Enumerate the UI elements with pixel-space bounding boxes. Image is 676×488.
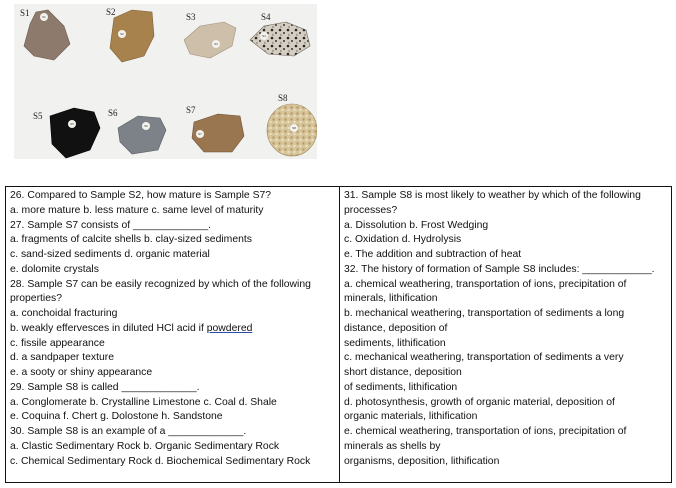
question-line: c. mechanical weathering, transportation of sediments a very [344, 352, 624, 364]
question-line: a. chemical weathering, transportation of ions, precipitation of [344, 278, 627, 290]
question-line: e. a sooty or shiny appearance [10, 367, 153, 378]
question-line: e. dolomite crystals [10, 263, 99, 275]
sample-tag: S8 [292, 126, 296, 130]
sample-tag: S1 [42, 15, 46, 19]
question-line: organisms, deposition, lithification [344, 455, 500, 467]
question-line: minerals as shells by [344, 440, 441, 452]
question-line: 30. Sample S8 is an example of a _____________. [10, 426, 247, 437]
spellcheck-underlined-word: powdered [206, 322, 253, 334]
question-line: e. chemical weathering, transportation of ions, precipitation of [344, 426, 627, 437]
sample-label: S1 [20, 8, 30, 18]
sample-tag: S5 [70, 122, 74, 126]
question-line: a. more mature b. less mature c. same level of maturity [10, 204, 264, 216]
question-line: 27. Sample S7 consists of _____________. [10, 219, 212, 231]
sample-label: S4 [261, 12, 271, 22]
questions-right-column [340, 187, 672, 483]
question-line: organic materials, lithification [344, 411, 478, 423]
question-line: 31. Sample S8 is most likely to weather by which of the following [344, 190, 641, 201]
question-line: a. Conglomerate b. Crystalline Limestone c. Coal d. Shale [10, 396, 277, 408]
sample-label: S3 [186, 12, 196, 22]
questions-table [5, 186, 672, 483]
question-line: c. fissile appearance [10, 337, 105, 349]
question-line: distance, deposition of [344, 322, 448, 334]
question-line: e. The addition and subtraction of heat [344, 249, 522, 260]
sample-label: S2 [106, 7, 116, 17]
question-line: a. Clastic Sedimentary Rock b. Organic Sedimentary Rock [10, 440, 280, 452]
question-line: sediments, lithification [344, 337, 446, 349]
question-line: a. fragments of calcite shells b. clay-sized sediments [10, 234, 252, 246]
question-line: 28. Sample S7 can be easily recognized by which of the following [10, 278, 311, 290]
sample-label: S8 [278, 93, 288, 103]
question-line: 29. Sample S8 is called _____________. [10, 381, 200, 393]
sample-tag: S4 [262, 34, 266, 38]
sample-tag: S7 [198, 132, 202, 136]
sample-label: S5 [33, 111, 43, 121]
question-line: 32. The history of formation of Sample S8 includes: ____________. [344, 263, 655, 275]
sample-tag: S6 [144, 124, 148, 128]
questions-left-column [6, 187, 340, 483]
question-line: 26. Compared to Sample S2, how mature is Sample S7? [10, 190, 272, 201]
rock-samples-photo [14, 4, 317, 159]
sample-label: S6 [108, 108, 118, 118]
question-line: e. Coquina f. Chert g. Dolostone h. Sandstone [10, 411, 223, 423]
question-line: d. a sandpaper texture [10, 352, 114, 364]
questions-row [6, 187, 672, 483]
question-line [10, 322, 335, 337]
question-line: minerals, lithification [344, 293, 438, 305]
question-line: short distance, deposition [344, 367, 462, 378]
question-line-text: b. weakly effervesces in diluted HCl acid if [10, 322, 207, 334]
question-line: a. conchoidal fracturing [10, 308, 118, 319]
question-line: c. sand-sized sediments d. organic material [10, 249, 210, 260]
question-line: d. photosynthesis, growth of organic material, deposition of [344, 396, 615, 408]
question-line: properties? [10, 293, 62, 305]
question-line: c. Oxidation d. Hydrolysis [344, 234, 462, 246]
question-line: of sediments, lithification [344, 381, 458, 393]
question-line: a. Dissolution b. Frost Wedging [344, 219, 489, 231]
sample-tag: S3 [214, 42, 218, 46]
question-line: b. mechanical weathering, transportation of sediments a long [344, 308, 625, 319]
question-line: c. Chemical Sedimentary Rock d. Biochemical Sedimentary Rock [10, 455, 311, 467]
sample-label: S7 [186, 105, 196, 115]
sample-tag: S2 [120, 32, 124, 36]
question-line: processes? [344, 204, 398, 216]
